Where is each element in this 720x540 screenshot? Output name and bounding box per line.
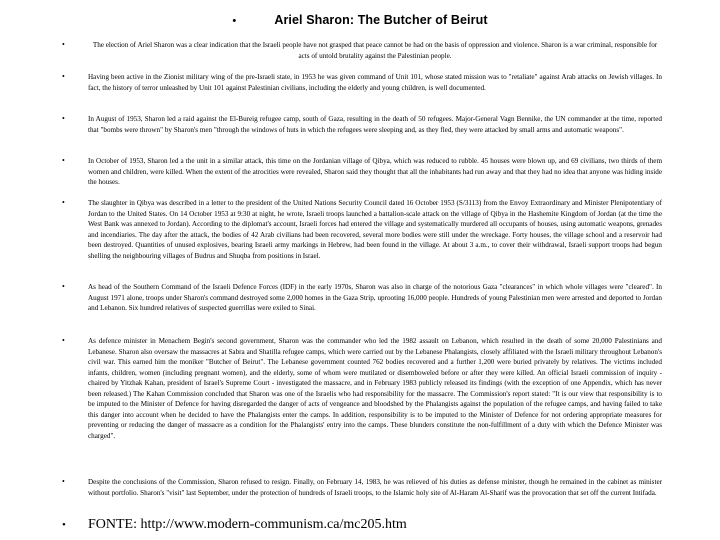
- paragraph-text: As defence minister in Menachem Begin's second government, Sharon was the commander who led the 1982 assault on Lebanon, which resulted in the death of some 20,000 Palestinians and Lebanese. Sharon also oversaw the massacres at Sabra and Shatilla refugee camps, which were carried out by the Lebanese Phalangists, closely affiliated with the Israeli military throughout Lebanon's civil war. This earned him the moniker "Butcher of Beirut". The Lebanese government counted 762 bodies recovered and a further 1,200 were buried privately by relatives. The victims included infants, children, women (including pregnant women), and the elderly, some of whom were mutilated or disemboweled before or after they were killed. An official Israeli commission of inquiry - chaired by Yitzhak Kahan, president of Israel's Supreme Court - investigated the massacre, and in February 1983 publicly released its findings (with the exception of one Appendix, which has never been released.) The Kahan Commission concluded that Sharon was one of the Israelis who had responsibility for the massacre. The Commission's report stated: "It is our view that responsibility is to be imputed to the Minister of Defence for having disregarded the danger of acts of vengeance and bloodshed by the Phalangists against the population of the refugee camps, and having failed to take this danger into account when he decided to have the Phalangists enter the camps. In addition, responsibility is to be imputed to the Minister of Defence for not ordering appropriate measures for preventing or reducing the danger of massacre as a condition for the Phalangists' entry into the camps. These blunders constitute the non-fulfillment of a duty with which the Defence Minister was charged".: [88, 337, 662, 440]
- paragraph-text: Having been active in the Zionist military wing of the pre-Israeli state, in 1953 he was given command of Unit 101, whose stated mission was to "retaliate" against Arab attacks on Jewish villages. In fact, the history of terror unleashed by Unit 101 against Palestinian civilians, including the elderly and young children, is well documented.: [88, 73, 662, 92]
- paragraph-text: Despite the conclusions of the Commission, Sharon refused to resign. Finally, on February 14, 1983, he was relieved of his duties as defense minister, though he remained in the cabinet as minister without portfolio. Sharon's "visit" last September, under the protection of hundreds of Israeli troops, to the Islamic holy site of Al-Haram Al-Sharif was the provocation that set off the current Intifada.: [88, 478, 662, 497]
- paragraph-text: As head of the Southern Command of the Israeli Defence Forces (IDF) in the early 1970s, Sharon was also in charge of the notorious Gaza "clearances" in which whole villages were "cleared". In August 1971 alone, troops under Sharon's command destroyed some 2,000 homes in the Gaza Strip, uprooting 16,000 people. Hundreds of young Palestinian men were arrested and deported to Jordan and Lebanon. Six hundred relatives of suspected guerrillas were exiled to Sinai.: [88, 283, 662, 312]
- paragraph-text: The election of Ariel Sharon was a clear indication that the Israeli people have not grasped that peace cannot be had on the basis of oppression and violence. Sharon is a war criminal, responsible for acts of untold brutality against the Palestinian people.: [92, 41, 658, 60]
- paragraph-text: In October of 1953, Sharon led a the unit in a similar attack, this time on the Jordanian village of Qibya, which was reduced to rubble. 45 houses were blown up, and 69 civilians, two thirds of them women and children, were killed. When the extent of the atrocities were revealed, Sharon said they thought that all the inhabitants had run away and that they had no idea that anyone was hiding inside the houses.: [88, 157, 662, 186]
- bullet-marker: •: [62, 72, 65, 81]
- paragraph-gaza-clearances: [62, 282, 662, 314]
- paragraph-resignation: [62, 477, 662, 498]
- title-row: [0, 13, 720, 27]
- paragraph-unit-101: [62, 72, 662, 93]
- bullet-marker: •: [62, 156, 65, 165]
- paragraph-lebanon-1982: [62, 336, 662, 441]
- paragraph-intro: [62, 40, 662, 61]
- page-title: Ariel Sharon: The Butcher of Beirut: [274, 13, 488, 27]
- paragraph-el-bureig: [62, 114, 662, 135]
- bullet-marker: •: [62, 40, 65, 49]
- title-bullet: •: [232, 15, 237, 27]
- bullet-marker: •: [62, 519, 66, 531]
- source-line: [62, 517, 662, 533]
- paragraph-text: The slaughter in Qibya was described in a letter to the president of the United Nations Security Council dated 16 October 1953 (S/3113) from the Envoy Extraordinary and Minister Plenipotentiary of Jordan to the United States. On 14 October 1953 at 9:30 at night, he wrote, Israeli troops launched a battalion-scale attack on the village of Qibya in the Hashemite Kingdom of Jordan (at the time the West Bank was annexed to Jordan). According to the diplomat's account, Israeli forces had entered the village and systematically murdered all occupants of houses, using automatic weapons, grenades and incendiaries. The day after the attack, the bodies of 42 Arab civilians had been recovered, several more bodies were still under the wreckage. Forty houses, the village school and a reservoir had been destroyed. Quantities of unused explosives, bearing Israeli army markings in Hebrew, had been found in the village. At about 3 a.m., to cover their withdrawal, Israeli support troops had begun shelling the neighbouring villages of Budrus and Shuqba from positions in Israel.: [88, 199, 662, 260]
- paragraph-un-letter: [62, 198, 662, 261]
- bullet-marker: •: [62, 282, 65, 291]
- paragraph-text: In August of 1953, Sharon led a raid against the El-Bureig refugee camp, south of Gaza, resulting in the death of 50 refugees. Major-General Vagn Bennike, the UN commander at the time, reported that "bombs were thrown" by Sharon's men "through the windows of huts in which the refugees were sleeping and, as they fled, they were attacked by small arms and automatic weapons".: [88, 115, 662, 134]
- bullet-marker: •: [62, 336, 65, 345]
- bullet-marker: •: [62, 477, 65, 486]
- paragraph-qibya-attack: [62, 156, 662, 188]
- bullet-marker: •: [62, 198, 65, 207]
- source-text: FONTE: http://www.modern-communism.ca/mc205.htm: [88, 517, 407, 532]
- bullet-marker: •: [62, 114, 65, 123]
